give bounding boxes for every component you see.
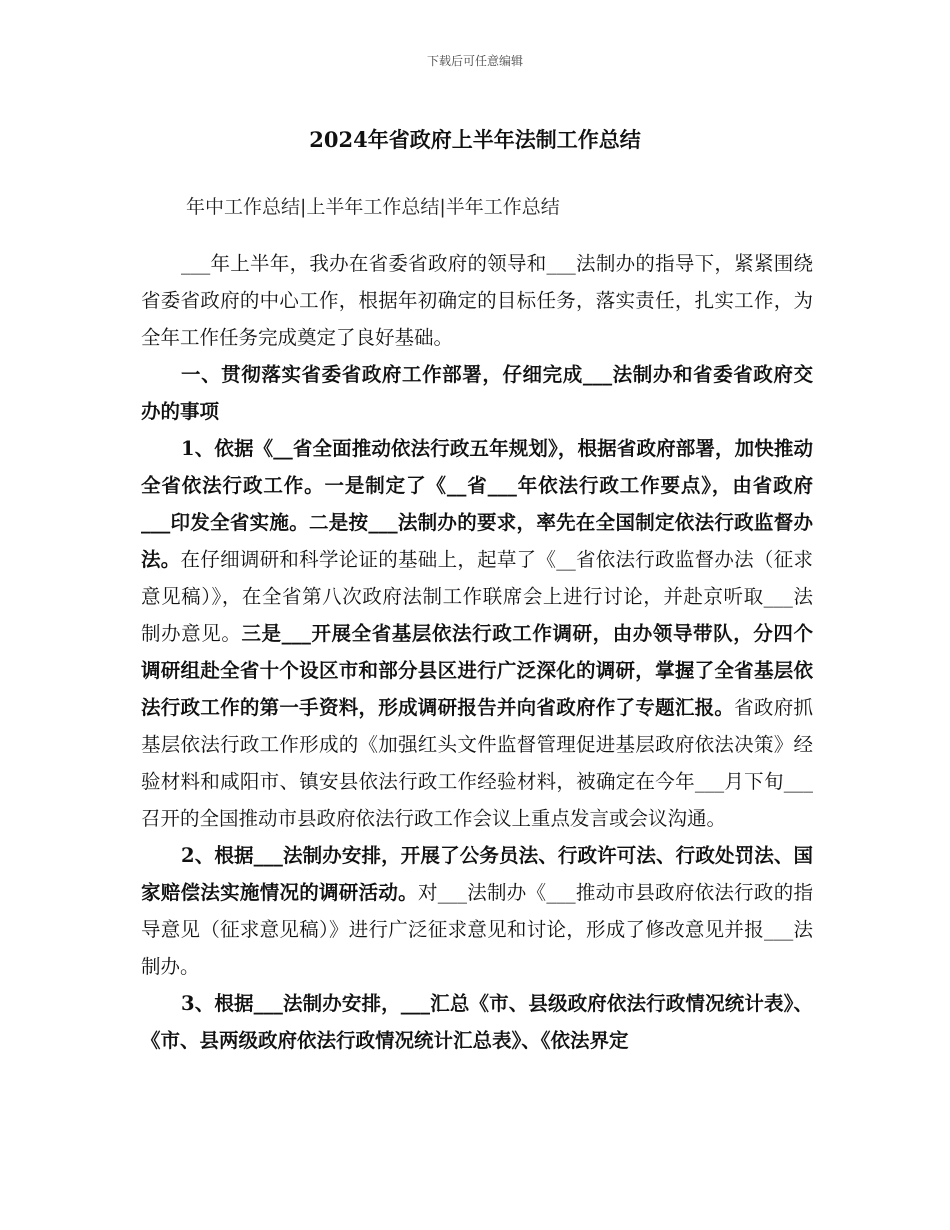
paragraph-item-2 — [141, 837, 813, 985]
tags-line: 年中工作总结|上半年工作总结|半年工作总结 — [186, 196, 560, 218]
normal-text: 省政府抓基层依法行政工作形成的《加强红头文件监督管理促进基层政府依法决策》经验材料和咸阳市、镇安县依法行政工作经验材料，被确定在今年___月下旬___召开的全国推动市县政府依法行政工作会议上重点发言或会议沟通。 — [141, 696, 813, 830]
normal-text: 对___法制办《___推动市县政府依法行政的指导意见（征求意见稿）》进行广泛征求意见和讨论，形成了修改意见并报___法制办。 — [141, 881, 813, 978]
paragraph-item-1 — [141, 430, 813, 837]
section-heading-1: 一、贯彻落实省委省政府工作部署，仔细完成___法制办和省委省政府交办的事项 — [141, 363, 813, 423]
bold-text: 三是___开展全省基层依法行政工作调研，由办领导带队，分四个调研组赴全省十个设区市和部分县区进行广泛深化的调研，掌握了全省基层依法行政工作的第一手资料，形成调研报告并向省政府作了专题汇报。 — [141, 622, 813, 719]
page-header: 下载后可任意编辑 — [426, 54, 523, 68]
paragraph-intro: ___年上半年，我办在省委省政府的领导和___法制办的指导下，紧紧围绕省委省政府的中心工作，根据年初确定的目标任务，落实责任，扎实工作，为全年工作任务完成奠定了良好基础。 — [141, 252, 813, 349]
paragraph-item-3 — [141, 985, 813, 1059]
normal-text: 在仔细调研和科学论证的基础上，起草了《__省依法行政监督办法（征求意见稿）》，在全省第八次政府法制工作联席会上进行讨论，并赴京听取___法制办意见。 — [141, 548, 813, 645]
bold-text: 3、根据___法制办安排，___汇总《市、县级政府依法行政情况统计表》、《市、县两级政府依法行政情况统计汇总表》、《依法界定 — [141, 992, 813, 1052]
document-body — [141, 170, 813, 1059]
bold-text: 1、依据《__省全面推动依法行政五年规划》，根据省政府部署，加快推动全省依法行政工作。一是制定了《__省___年依法行政工作要点》，由省政府___印发全省实施。二是按___法制办的要求，率先在全国制定依法行政监督办法。 — [141, 437, 813, 571]
document-title: 2024年省政府上半年法制工作总结 — [309, 127, 641, 152]
bold-text: 2、根据___法制办安排，开展了公务员法、行政许可法、行政处罚法、国家赔偿法实施情况的调研活动。 — [141, 844, 813, 904]
